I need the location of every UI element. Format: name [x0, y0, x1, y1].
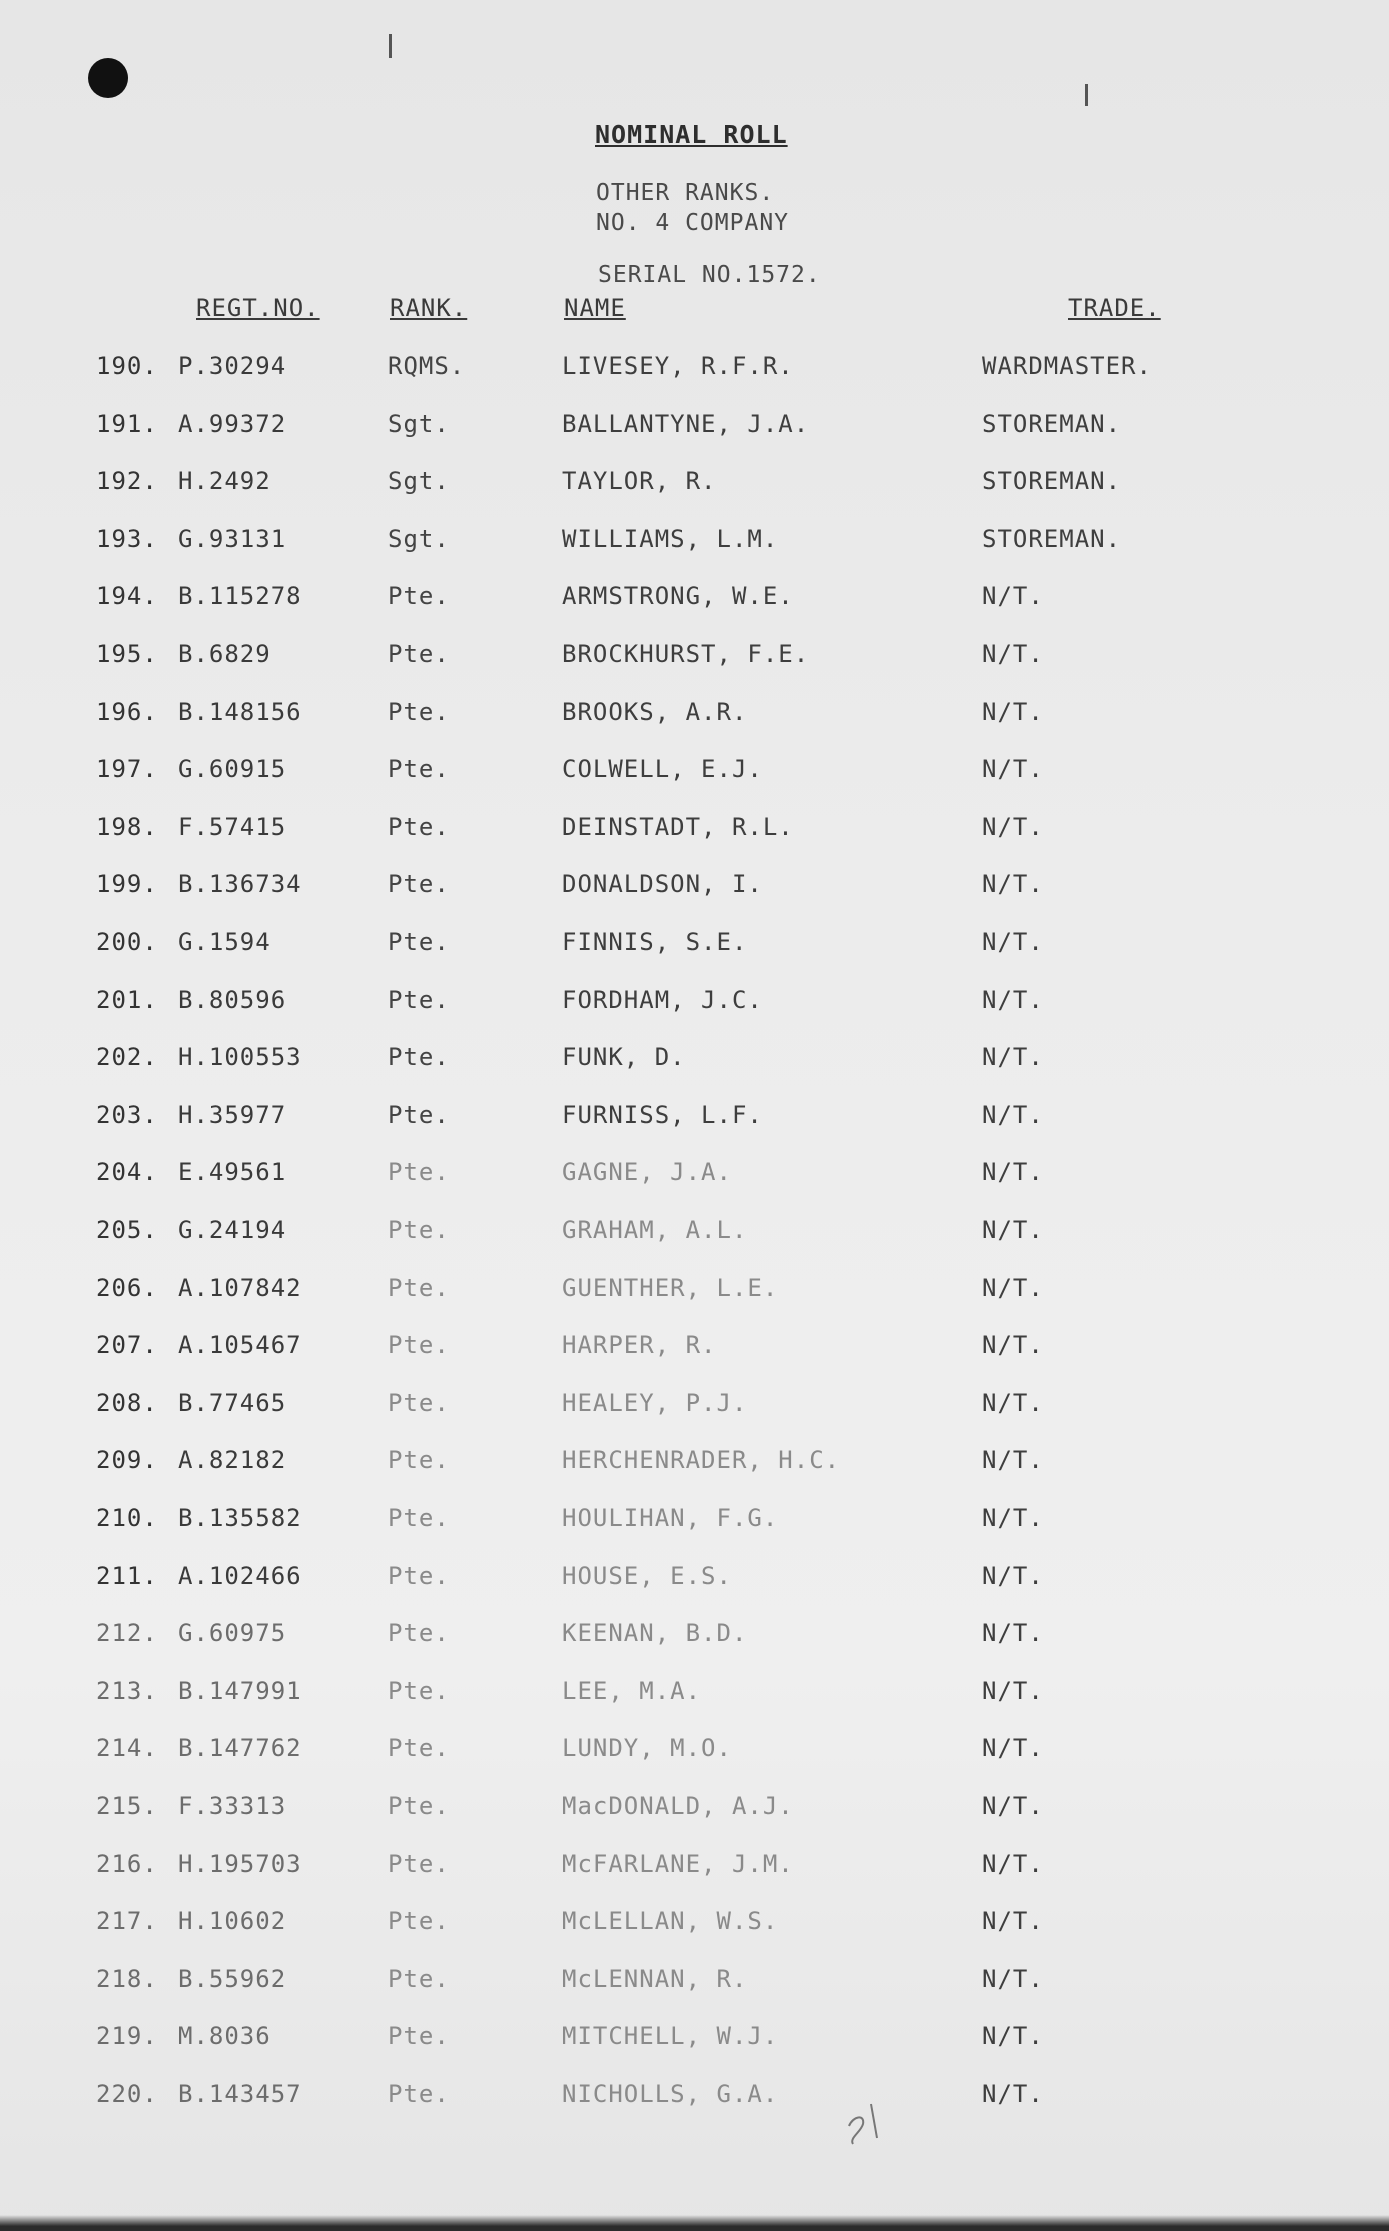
- regt-number: B.135582: [178, 1504, 302, 1532]
- trade: N/T.: [982, 755, 1044, 783]
- table-row: [0, 813, 1389, 853]
- row-number: 204.: [96, 1158, 158, 1186]
- trade: N/T.: [982, 698, 1044, 726]
- rank: Pte.: [388, 2022, 450, 2050]
- name: HARPER, R.: [562, 1331, 717, 1359]
- row-number: 210.: [96, 1504, 158, 1532]
- name: MITCHELL, W.J.: [562, 2022, 779, 2050]
- row-number: 195.: [96, 640, 158, 668]
- table-row: [0, 582, 1389, 622]
- trade: N/T.: [982, 1331, 1044, 1359]
- trade: N/T.: [982, 1850, 1044, 1878]
- table-row: [0, 698, 1389, 738]
- serial-number: SERIAL NO.1572.: [598, 262, 821, 288]
- regt-number: H.195703: [178, 1850, 302, 1878]
- name: DONALDSON, I.: [562, 870, 763, 898]
- table-row: [0, 1043, 1389, 1083]
- row-number: 212.: [96, 1619, 158, 1647]
- rank: Pte.: [388, 2080, 450, 2108]
- regt-number: B.147991: [178, 1677, 302, 1705]
- name: NICHOLLS, G.A.: [562, 2080, 779, 2108]
- trade: N/T.: [982, 1158, 1044, 1186]
- regt-number: B.136734: [178, 870, 302, 898]
- name: FURNISS, L.F.: [562, 1101, 763, 1129]
- name: GRAHAM, A.L.: [562, 1216, 748, 1244]
- table-row: [0, 352, 1389, 392]
- row-number: 209.: [96, 1446, 158, 1474]
- rank: Pte.: [388, 1446, 450, 1474]
- rank: Pte.: [388, 986, 450, 1014]
- row-number: 213.: [96, 1677, 158, 1705]
- trade: N/T.: [982, 1792, 1044, 1820]
- table-row: [0, 1101, 1389, 1141]
- table-row: [0, 1389, 1389, 1429]
- regt-number: M.8036: [178, 2022, 271, 2050]
- name: COLWELL, E.J.: [562, 755, 763, 783]
- column-header-rank: RANK.: [390, 294, 468, 322]
- regt-number: H.10602: [178, 1907, 287, 1935]
- rank: Pte.: [388, 1331, 450, 1359]
- regt-number: A.82182: [178, 1446, 287, 1474]
- trade: WARDMASTER.: [982, 352, 1152, 380]
- table-row: [0, 1677, 1389, 1717]
- rank: Pte.: [388, 1792, 450, 1820]
- trade: STOREMAN.: [982, 525, 1122, 553]
- table-row: [0, 1216, 1389, 1256]
- name: LEE, M.A.: [562, 1677, 702, 1705]
- rank: Pte.: [388, 582, 450, 610]
- rank: Pte.: [388, 813, 450, 841]
- table-row: [0, 1504, 1389, 1544]
- trade: N/T.: [982, 1562, 1044, 1590]
- row-number: 190.: [96, 352, 158, 380]
- table-row: [0, 2080, 1389, 2120]
- name: MacDONALD, A.J.: [562, 1792, 794, 1820]
- row-number: 203.: [96, 1101, 158, 1129]
- rank: Pte.: [388, 1562, 450, 1590]
- trade: N/T.: [982, 1677, 1044, 1705]
- regt-number: B.147762: [178, 1734, 302, 1762]
- row-number: 217.: [96, 1907, 158, 1935]
- trade: N/T.: [982, 1274, 1044, 1302]
- regt-number: B.6829: [178, 640, 271, 668]
- regt-number: B.80596: [178, 986, 287, 1014]
- column-header-name: NAME: [564, 294, 626, 322]
- name: LUNDY, M.O.: [562, 1734, 732, 1762]
- name: FINNIS, S.E.: [562, 928, 748, 956]
- name: HOULIHAN, F.G.: [562, 1504, 779, 1532]
- trade: N/T.: [982, 1907, 1044, 1935]
- name: McFARLANE, J.M.: [562, 1850, 794, 1878]
- row-number: 192.: [96, 467, 158, 495]
- column-header-trade: TRADE.: [1068, 294, 1161, 322]
- rank: Sgt.: [388, 467, 450, 495]
- table-row: [0, 640, 1389, 680]
- trade: N/T.: [982, 1446, 1044, 1474]
- rank: Pte.: [388, 1274, 450, 1302]
- table-row: [0, 1331, 1389, 1371]
- row-number: 216.: [96, 1850, 158, 1878]
- regt-number: E.49561: [178, 1158, 287, 1186]
- name: GUENTHER, L.E.: [562, 1274, 779, 1302]
- row-number: 202.: [96, 1043, 158, 1071]
- name: HEALEY, P.J.: [562, 1389, 748, 1417]
- regt-number: F.57415: [178, 813, 287, 841]
- table-row: [0, 1274, 1389, 1314]
- trade: N/T.: [982, 640, 1044, 668]
- rank: Pte.: [388, 755, 450, 783]
- table-row: [0, 1965, 1389, 2005]
- regt-number: G.93131: [178, 525, 287, 553]
- table-row: [0, 1907, 1389, 1947]
- table-row: [0, 1619, 1389, 1659]
- rank: Pte.: [388, 1158, 450, 1186]
- trade: N/T.: [982, 1619, 1044, 1647]
- table-row: [0, 1562, 1389, 1602]
- margin-mark: [1085, 84, 1088, 106]
- rank: Sgt.: [388, 525, 450, 553]
- table-row: [0, 2022, 1389, 2062]
- table-row: [0, 870, 1389, 910]
- row-number: 211.: [96, 1562, 158, 1590]
- regt-number: B.77465: [178, 1389, 287, 1417]
- handwritten-page-mark: [843, 2098, 887, 2148]
- trade: N/T.: [982, 1504, 1044, 1532]
- regt-number: G.60915: [178, 755, 287, 783]
- regt-number: H.2492: [178, 467, 271, 495]
- regt-number: B.143457: [178, 2080, 302, 2108]
- rank: Pte.: [388, 1734, 450, 1762]
- subtitle-company: NO. 4 COMPANY: [596, 210, 790, 236]
- rank: Pte.: [388, 1216, 450, 1244]
- table-row: [0, 1734, 1389, 1774]
- subtitle-other-ranks: OTHER RANKS.: [596, 180, 775, 206]
- trade: STOREMAN.: [982, 467, 1122, 495]
- column-header-regt-no: REGT.NO.: [196, 294, 320, 322]
- trade: N/T.: [982, 1216, 1044, 1244]
- name: ARMSTRONG, W.E.: [562, 582, 794, 610]
- name: TAYLOR, R.: [562, 467, 717, 495]
- row-number: 194.: [96, 582, 158, 610]
- regt-number: A.99372: [178, 410, 287, 438]
- regt-number: G.60975: [178, 1619, 287, 1647]
- rank: Pte.: [388, 1101, 450, 1129]
- regt-number: F.33313: [178, 1792, 287, 1820]
- row-number: 206.: [96, 1274, 158, 1302]
- row-number: 208.: [96, 1389, 158, 1417]
- table-row: [0, 755, 1389, 795]
- regt-number: P.30294: [178, 352, 287, 380]
- rank: Pte.: [388, 928, 450, 956]
- name: WILLIAMS, L.M.: [562, 525, 779, 553]
- rank: Pte.: [388, 870, 450, 898]
- row-number: 218.: [96, 1965, 158, 1993]
- table-row: [0, 986, 1389, 1026]
- name: FORDHAM, J.C.: [562, 986, 763, 1014]
- row-number: 220.: [96, 2080, 158, 2108]
- row-number: 214.: [96, 1734, 158, 1762]
- row-number: 191.: [96, 410, 158, 438]
- rank: Pte.: [388, 1619, 450, 1647]
- rank: Pte.: [388, 698, 450, 726]
- document-title: NOMINAL ROLL: [595, 120, 788, 149]
- table-row: [0, 1850, 1389, 1890]
- trade: N/T.: [982, 1734, 1044, 1762]
- trade: N/T.: [982, 2080, 1044, 2108]
- name: HOUSE, E.S.: [562, 1562, 732, 1590]
- rank: Pte.: [388, 1504, 450, 1532]
- regt-number: H.35977: [178, 1101, 287, 1129]
- name: McLELLAN, W.S.: [562, 1907, 779, 1935]
- trade: N/T.: [982, 870, 1044, 898]
- row-number: 201.: [96, 986, 158, 1014]
- punch-hole: [88, 58, 128, 98]
- rank: Pte.: [388, 1850, 450, 1878]
- trade: STOREMAN.: [982, 410, 1122, 438]
- row-number: 207.: [96, 1331, 158, 1359]
- trade: N/T.: [982, 2022, 1044, 2050]
- margin-mark: [389, 34, 392, 58]
- trade: N/T.: [982, 986, 1044, 1014]
- regt-number: A.107842: [178, 1274, 302, 1302]
- name: BALLANTYNE, J.A.: [562, 410, 810, 438]
- trade: N/T.: [982, 582, 1044, 610]
- rank: RQMS.: [388, 352, 466, 380]
- row-number: 199.: [96, 870, 158, 898]
- table-row: [0, 525, 1389, 565]
- name: BROCKHURST, F.E.: [562, 640, 810, 668]
- row-number: 197.: [96, 755, 158, 783]
- regt-number: A.102466: [178, 1562, 302, 1590]
- regt-number: B.115278: [178, 582, 302, 610]
- scan-edge: [0, 2215, 1389, 2231]
- rank: Pte.: [388, 1677, 450, 1705]
- row-number: 215.: [96, 1792, 158, 1820]
- row-number: 219.: [96, 2022, 158, 2050]
- regt-number: G.1594: [178, 928, 271, 956]
- trade: N/T.: [982, 928, 1044, 956]
- table-row: [0, 467, 1389, 507]
- regt-number: G.24194: [178, 1216, 287, 1244]
- rank: Pte.: [388, 640, 450, 668]
- name: LIVESEY, R.F.R.: [562, 352, 794, 380]
- table-row: [0, 1158, 1389, 1198]
- table-row: [0, 928, 1389, 968]
- regt-number: H.100553: [178, 1043, 302, 1071]
- table-row: [0, 1792, 1389, 1832]
- name: McLENNAN, R.: [562, 1965, 748, 1993]
- rank: Pte.: [388, 1389, 450, 1417]
- row-number: 200.: [96, 928, 158, 956]
- name: DEINSTADT, R.L.: [562, 813, 794, 841]
- rank: Pte.: [388, 1043, 450, 1071]
- row-number: 205.: [96, 1216, 158, 1244]
- name: FUNK, D.: [562, 1043, 686, 1071]
- regt-number: B.148156: [178, 698, 302, 726]
- trade: N/T.: [982, 1965, 1044, 1993]
- name: KEENAN, B.D.: [562, 1619, 748, 1647]
- row-number: 196.: [96, 698, 158, 726]
- table-row: [0, 1446, 1389, 1486]
- regt-number: B.55962: [178, 1965, 287, 1993]
- name: HERCHENRADER, H.C.: [562, 1446, 841, 1474]
- regt-number: A.105467: [178, 1331, 302, 1359]
- trade: N/T.: [982, 813, 1044, 841]
- rank: Sgt.: [388, 410, 450, 438]
- row-number: 198.: [96, 813, 158, 841]
- trade: N/T.: [982, 1043, 1044, 1071]
- name: BROOKS, A.R.: [562, 698, 748, 726]
- name: GAGNE, J.A.: [562, 1158, 732, 1186]
- rank: Pte.: [388, 1965, 450, 1993]
- rank: Pte.: [388, 1907, 450, 1935]
- row-number: 193.: [96, 525, 158, 553]
- table-row: [0, 410, 1389, 450]
- trade: N/T.: [982, 1101, 1044, 1129]
- trade: N/T.: [982, 1389, 1044, 1417]
